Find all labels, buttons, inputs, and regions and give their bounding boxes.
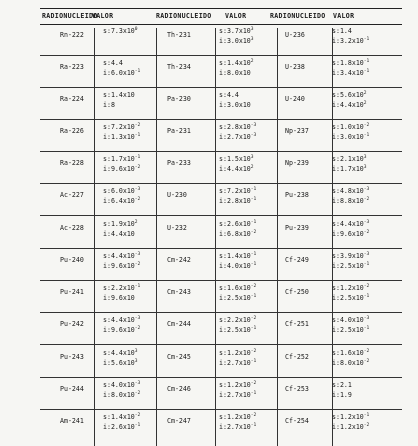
value-mantissa: i:2.7x10 (219, 133, 251, 141)
value-mantissa: i:8.8x10 (332, 197, 364, 205)
value-line (103, 69, 140, 78)
value-line (219, 326, 256, 335)
value-line (219, 187, 256, 196)
value-exponent: -3 (134, 316, 141, 321)
value-exponent: -1 (363, 413, 370, 418)
value-line (332, 359, 369, 368)
value-mantissa: s:1.2x10 (219, 381, 251, 389)
radionuclide-name: Cm-243 (167, 288, 191, 296)
value-mantissa: i:1.2x10 (332, 423, 364, 431)
radionuclide-name: Pu-241 (60, 288, 84, 296)
value-mantissa: s:7.2x10 (103, 123, 135, 131)
value-mantissa: i:2.7x10 (219, 391, 251, 399)
value-line (103, 423, 140, 432)
value-exponent: -1 (363, 37, 370, 42)
value-mantissa: s:1.9x10 (103, 220, 135, 228)
radionuclide-name: Rn-222 (60, 31, 84, 39)
radionuclide-name: Pu-244 (60, 385, 84, 393)
value-exponent: -2 (363, 423, 370, 428)
radionuclide-name: Ra-228 (60, 159, 84, 167)
column-divider (156, 28, 157, 446)
radionuclide-name: U-232 (167, 224, 187, 232)
value-line (219, 391, 256, 400)
value-exponent: -1 (363, 69, 370, 74)
value-line (219, 123, 256, 132)
value-mantissa: s:1.4x10 (103, 413, 135, 421)
value-exponent: -2 (134, 262, 141, 267)
value-line (332, 381, 352, 390)
value-line (219, 69, 251, 78)
value-line (219, 37, 254, 46)
value-mantissa: s:1.2x10 (332, 413, 364, 421)
value-line (332, 165, 367, 174)
value-mantissa: i:2.7x10 (219, 359, 251, 367)
value-line (332, 187, 369, 196)
value-exponent: -2 (250, 230, 257, 235)
row-separator (40, 55, 402, 56)
column-header: RADIONUCLEIDO (42, 12, 98, 20)
value-mantissa: i:8.0x10 (103, 391, 135, 399)
value-exponent: 3 (250, 37, 254, 42)
row-separator (40, 87, 402, 88)
value-line (103, 391, 140, 400)
value-line (219, 381, 256, 390)
value-exponent: -1 (250, 359, 257, 364)
value-line (103, 101, 115, 110)
radionuclide-name: Cf-250 (285, 288, 309, 296)
column-divider (215, 28, 216, 446)
value-exponent: -3 (363, 187, 370, 192)
value-mantissa: s:2.8x10 (219, 123, 251, 131)
radionuclide-name: U-236 (285, 31, 305, 39)
value-mantissa: i:2.5x10 (332, 262, 364, 270)
value-exponent: 3 (250, 155, 254, 160)
value-exponent: 2 (363, 91, 367, 96)
value-exponent: -1 (363, 59, 370, 64)
value-mantissa: s:7.3x10 (103, 27, 135, 35)
value-line (332, 423, 369, 432)
value-exponent: -1 (250, 262, 257, 267)
value-mantissa: s:4.8x10 (332, 187, 364, 195)
value-mantissa: i:1.7x10 (332, 165, 364, 173)
value-exponent: -2 (134, 165, 141, 170)
header-top-rule (40, 8, 402, 9)
value-line (219, 252, 256, 261)
value-exponent: 3 (250, 27, 254, 32)
value-line (332, 59, 369, 68)
value-line (219, 230, 256, 239)
value-line (219, 133, 256, 142)
value-mantissa: i:4.0x10 (219, 262, 251, 270)
radionuclide-name: Cm-247 (167, 417, 191, 425)
value-mantissa: i:6.4x10 (103, 197, 135, 205)
value-line (103, 165, 140, 174)
value-exponent: 2 (134, 220, 138, 225)
value-mantissa: s:2.2x10 (219, 316, 251, 324)
radionuclide-name: Ra-223 (60, 63, 84, 71)
value-line (332, 252, 369, 261)
radionuclide-name: Cf-252 (285, 353, 309, 361)
value-mantissa: s:2.1 (332, 381, 352, 389)
value-exponent: 3 (363, 165, 367, 170)
row-separator (40, 312, 402, 313)
row-separator (40, 280, 402, 281)
value-line (103, 123, 140, 132)
radionuclide-name: Pu-239 (285, 224, 309, 232)
value-mantissa: s:4.0x10 (103, 381, 135, 389)
value-mantissa: s:5.6x10 (332, 91, 364, 99)
value-exponent: -2 (363, 359, 370, 364)
value-line (103, 230, 135, 239)
value-mantissa: i:3.0x10 (332, 133, 364, 141)
value-mantissa: i:3.4x10 (332, 69, 364, 77)
radionuclide-name: Pu-243 (60, 353, 84, 361)
value-mantissa: s:3.7x10 (219, 27, 251, 35)
value-mantissa: i:9.6x10 (332, 230, 364, 238)
value-mantissa: s:4.4 (219, 91, 239, 99)
value-mantissa: i:1.3x10 (103, 133, 135, 141)
value-exponent: -2 (250, 381, 257, 386)
radionuclide-name: Np-237 (285, 127, 309, 135)
value-mantissa: s:1.4x10 (103, 91, 135, 99)
value-exponent: -1 (134, 155, 141, 160)
radionuclide-name: Ra-224 (60, 95, 84, 103)
value-mantissa: i:6.0x10 (103, 69, 135, 77)
value-line (103, 413, 140, 422)
value-mantissa: s:1.4 (332, 27, 352, 35)
column-header: VALOR (92, 12, 114, 20)
value-exponent: -1 (250, 220, 257, 225)
value-mantissa: s:1.4x10 (219, 59, 251, 67)
radionuclide-name: U-230 (167, 191, 187, 199)
value-line (219, 197, 256, 206)
value-exponent: -3 (134, 187, 141, 192)
value-line (332, 284, 369, 293)
value-mantissa: i:3.0x10 (219, 37, 251, 45)
value-exponent: -3 (134, 381, 141, 386)
value-exponent: -1 (250, 391, 257, 396)
value-mantissa: s:7.2x10 (219, 187, 251, 195)
value-mantissa: s:4.0x10 (332, 316, 364, 324)
radionuclide-name: Pu-240 (60, 256, 84, 264)
radionuclide-name: Pa-231 (167, 127, 191, 135)
value-exponent: -1 (363, 133, 370, 138)
value-line (103, 294, 135, 303)
row-separator (40, 377, 402, 378)
value-mantissa: i:4.4x10 (219, 165, 251, 173)
value-mantissa: i:9.6x10 (103, 165, 135, 173)
value-line (332, 101, 367, 110)
row-separator (40, 344, 402, 345)
column-header: VALOR (333, 12, 355, 20)
value-line (219, 155, 254, 164)
row-separator (40, 248, 402, 249)
value-line (332, 27, 352, 36)
value-mantissa: s:1.7x10 (103, 155, 135, 163)
value-mantissa: s:6.0x10 (103, 187, 135, 195)
value-mantissa: s:1.8x10 (332, 59, 364, 67)
radionuclide-name: U-240 (285, 95, 305, 103)
value-mantissa: i:2.7x10 (219, 423, 251, 431)
value-line (332, 349, 369, 358)
value-exponent: -2 (134, 391, 141, 396)
value-mantissa: i:6.8x10 (219, 230, 251, 238)
value-exponent: -1 (250, 294, 257, 299)
value-exponent: 3 (363, 155, 367, 160)
value-line (332, 391, 352, 400)
value-line (103, 359, 138, 368)
row-separator (40, 409, 402, 410)
value-exponent: -1 (250, 187, 257, 192)
value-exponent: -1 (134, 423, 141, 428)
value-exponent: -1 (363, 262, 370, 267)
header-bottom-rule (40, 24, 402, 25)
value-line (103, 284, 140, 293)
value-line (103, 316, 140, 325)
value-line (219, 423, 256, 432)
value-exponent: 3 (134, 359, 138, 364)
value-exponent: -1 (363, 294, 370, 299)
value-exponent: -2 (250, 349, 257, 354)
row-separator (40, 151, 402, 152)
value-exponent: -2 (363, 123, 370, 128)
value-mantissa: i:9.6x10 (103, 326, 135, 334)
radionuclide-name: Pa-233 (167, 159, 191, 167)
value-exponent: -1 (134, 69, 141, 74)
value-exponent: -3 (363, 252, 370, 257)
radionuclide-name: Th-231 (167, 31, 191, 39)
value-exponent: -2 (134, 413, 141, 418)
value-mantissa: s:1.2x10 (219, 413, 251, 421)
value-line (219, 413, 256, 422)
value-mantissa: i:3.0x10 (219, 101, 251, 109)
value-exponent: 2 (250, 165, 254, 170)
radionuclide-name: Cf-249 (285, 256, 309, 264)
value-line (219, 91, 239, 100)
value-line (332, 230, 369, 239)
radionuclide-name: Pu-242 (60, 320, 84, 328)
value-mantissa: s:4.4x10 (103, 252, 135, 260)
value-mantissa: s:4.4x10 (103, 349, 135, 357)
value-exponent: 2 (250, 59, 254, 64)
value-line (103, 91, 135, 100)
value-mantissa: s:1.2x10 (332, 284, 364, 292)
value-exponent: -2 (363, 197, 370, 202)
value-mantissa: i:2.5x10 (219, 294, 251, 302)
value-line (332, 133, 369, 142)
value-mantissa: i:2.5x10 (332, 326, 364, 334)
value-line (332, 413, 369, 422)
value-exponent: -1 (134, 284, 141, 289)
value-mantissa: i:8 (103, 101, 115, 109)
value-exponent: -2 (363, 349, 370, 354)
value-exponent: -3 (134, 252, 141, 257)
value-mantissa: s:3.9x10 (332, 252, 364, 260)
value-exponent: -1 (250, 197, 257, 202)
value-line (103, 381, 140, 390)
value-exponent: -2 (134, 197, 141, 202)
value-mantissa: i:3.2x10 (332, 37, 364, 45)
value-exponent: -1 (250, 423, 257, 428)
value-mantissa: i:9.6x10 (103, 262, 135, 270)
value-exponent: 0 (134, 27, 138, 32)
value-line (103, 349, 138, 358)
value-line (219, 284, 256, 293)
value-exponent: -2 (134, 123, 141, 128)
value-line (103, 197, 140, 206)
column-divider (277, 28, 278, 446)
radionuclide-name: U-238 (285, 63, 305, 71)
value-mantissa: i:1.9 (332, 391, 352, 399)
value-exponent: -2 (363, 230, 370, 235)
value-mantissa: i:4.4x10 (332, 101, 364, 109)
radionuclide-name: Ac-228 (60, 224, 84, 232)
radionuclide-name: Pu-238 (285, 191, 309, 199)
radionuclide-name: Cm-242 (167, 256, 191, 264)
value-line (219, 262, 256, 271)
value-exponent: -3 (363, 316, 370, 321)
value-line (332, 262, 369, 271)
value-line (103, 133, 140, 142)
value-mantissa: s:1.6x10 (219, 284, 251, 292)
value-mantissa: s:4.4x10 (332, 220, 364, 228)
value-line (332, 155, 367, 164)
value-line (219, 316, 256, 325)
value-mantissa: s:4.4x10 (103, 316, 135, 324)
value-mantissa: s:2.6x10 (219, 220, 251, 228)
value-exponent: -2 (363, 284, 370, 289)
value-exponent: -1 (250, 252, 257, 257)
radionuclide-name: Cf-251 (285, 320, 309, 328)
value-line (103, 155, 140, 164)
value-mantissa: i:5.6x10 (103, 359, 135, 367)
value-exponent: -1 (363, 326, 370, 331)
value-mantissa: i:2.5x10 (332, 294, 364, 302)
value-line (219, 220, 256, 229)
value-mantissa: s:1.0x10 (332, 123, 364, 131)
value-line (219, 59, 254, 68)
radionuclide-name: Cm-244 (167, 320, 191, 328)
value-exponent: -2 (250, 284, 257, 289)
value-exponent: -2 (134, 326, 141, 331)
value-exponent: -2 (250, 316, 257, 321)
value-mantissa: i:8.0x10 (219, 69, 251, 77)
value-mantissa: i:4.4x10 (103, 230, 135, 238)
value-line (332, 197, 369, 206)
radionuclide-name: Np-239 (285, 159, 309, 167)
radionuclide-name: Cf-254 (285, 417, 309, 425)
value-line (103, 262, 140, 271)
value-line (332, 37, 369, 46)
value-line (219, 359, 256, 368)
value-line (219, 165, 254, 174)
value-exponent: -3 (363, 220, 370, 225)
value-line (219, 294, 256, 303)
value-line (219, 349, 256, 358)
value-exponent: -3 (250, 133, 257, 138)
row-separator (40, 183, 402, 184)
radionuclide-name: Ac-227 (60, 191, 84, 199)
value-line (103, 252, 140, 261)
value-mantissa: s:4.4 (103, 59, 123, 67)
row-separator (40, 215, 402, 216)
value-line (219, 101, 251, 110)
value-line (103, 59, 123, 68)
value-line (219, 27, 254, 36)
value-mantissa: s:1.5x10 (219, 155, 251, 163)
value-exponent: -3 (250, 123, 257, 128)
radionuclide-name: Ra-226 (60, 127, 84, 135)
value-exponent: -2 (250, 413, 257, 418)
value-line (332, 69, 369, 78)
value-line (332, 91, 367, 100)
value-line (332, 326, 369, 335)
value-exponent: 2 (363, 101, 367, 106)
value-mantissa: s:1.4x10 (219, 252, 251, 260)
value-mantissa: s:1.2x10 (219, 349, 251, 357)
column-header: RADIONUCLEIDO (270, 12, 326, 20)
column-header: RADIONUCLEIDO (156, 12, 212, 20)
radionuclide-name: Cm-245 (167, 353, 191, 361)
radionuclide-name: Th-234 (167, 63, 191, 71)
radionuclide-name: Am-241 (60, 417, 84, 425)
value-line (332, 316, 369, 325)
radionuclide-name: Pa-230 (167, 95, 191, 103)
value-mantissa: i:8.0x10 (332, 359, 364, 367)
radionuclide-name: Cm-246 (167, 385, 191, 393)
value-mantissa: i:9.6x10 (103, 294, 135, 302)
column-divider (94, 28, 95, 446)
value-line (332, 294, 369, 303)
value-exponent: -1 (250, 326, 257, 331)
value-mantissa: i:2.5x10 (219, 326, 251, 334)
value-line (103, 187, 140, 196)
radionuclide-name: Cf-253 (285, 385, 309, 393)
value-exponent: 3 (134, 349, 138, 354)
value-mantissa: s:2.1x10 (332, 155, 364, 163)
value-line (103, 220, 138, 229)
value-mantissa: i:2.8x10 (219, 197, 251, 205)
column-header: VALOR (225, 12, 247, 20)
value-line (103, 326, 140, 335)
value-mantissa: s:2.2x10 (103, 284, 135, 292)
value-mantissa: i:2.6x10 (103, 423, 135, 431)
row-separator (40, 119, 402, 120)
value-line (103, 27, 138, 36)
value-exponent: -1 (134, 133, 141, 138)
value-line (332, 220, 369, 229)
value-line (332, 123, 369, 132)
value-mantissa: s:1.6x10 (332, 349, 364, 357)
